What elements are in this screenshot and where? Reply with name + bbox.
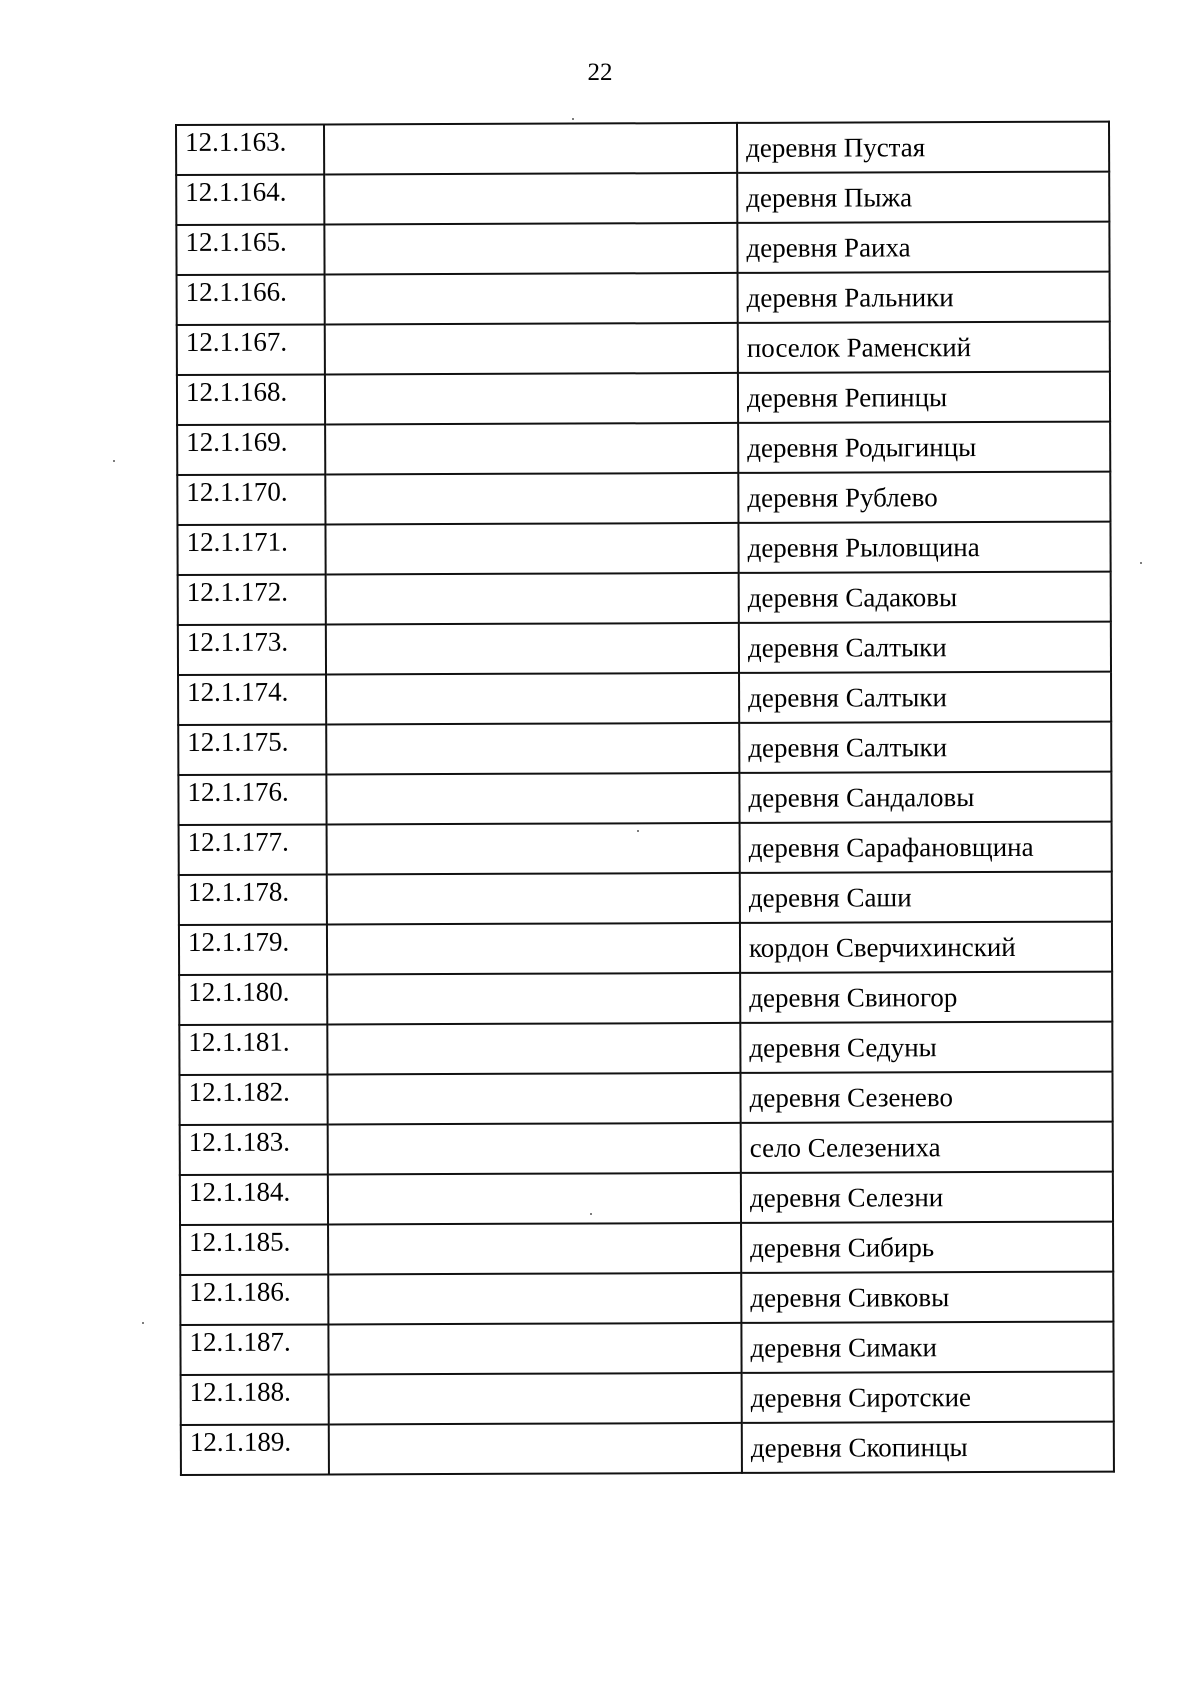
table-row — [176, 122, 1109, 175]
settlement-name-cell: деревня Сиротские — [742, 1372, 1114, 1423]
empty-cell — [325, 273, 738, 325]
settlement-name-cell: деревня Пустая — [737, 122, 1109, 173]
row-number-cell: 12.1.165. — [176, 224, 324, 275]
row-number-cell: 12.1.181. — [179, 1024, 327, 1075]
table-row — [181, 1372, 1114, 1425]
row-number-cell: 12.1.187. — [180, 1324, 328, 1375]
scan-speck — [572, 118, 574, 120]
settlement-name-cell: деревня Рублево — [738, 472, 1110, 523]
settlement-name-cell: деревня Скопинцы — [742, 1422, 1114, 1473]
table-row — [179, 822, 1112, 875]
settlement-name-cell: деревня Селезни — [741, 1172, 1113, 1223]
table-row — [177, 422, 1110, 475]
empty-cell — [325, 523, 738, 575]
empty-cell — [326, 773, 739, 825]
empty-cell — [328, 1173, 741, 1225]
table-row — [180, 1122, 1113, 1175]
row-number-cell: 12.1.185. — [180, 1224, 328, 1275]
empty-cell — [328, 1323, 741, 1375]
empty-cell — [326, 623, 739, 675]
table-row — [177, 372, 1110, 425]
empty-cell — [329, 1373, 742, 1425]
row-number-cell: 12.1.164. — [176, 174, 324, 225]
empty-cell — [324, 123, 737, 175]
settlement-name-cell: деревня Симаки — [741, 1322, 1113, 1373]
empty-cell — [325, 373, 738, 425]
table-row — [179, 1072, 1112, 1125]
settlement-name-cell: деревня Салтыки — [739, 622, 1111, 673]
empty-cell — [329, 1423, 742, 1475]
row-number-cell: 12.1.179. — [179, 924, 327, 975]
table-row — [176, 172, 1109, 225]
scan-speck — [142, 1322, 144, 1324]
settlement-name-cell: деревня Садаковы — [739, 572, 1111, 623]
row-number-cell: 12.1.174. — [178, 674, 326, 725]
empty-cell — [325, 423, 738, 475]
table-row — [177, 322, 1110, 375]
row-number-cell: 12.1.178. — [179, 874, 327, 925]
row-number-cell: 12.1.186. — [180, 1274, 328, 1325]
table-row — [179, 1022, 1112, 1075]
table-row — [179, 922, 1112, 975]
empty-cell — [326, 723, 739, 775]
row-number-cell: 12.1.166. — [177, 274, 325, 325]
settlement-name-cell: деревня Рыловщина — [738, 522, 1110, 573]
settlement-name-cell: поселок Раменский — [738, 322, 1110, 373]
table-row — [178, 572, 1111, 625]
settlement-name-cell: деревня Сарафановщина — [740, 822, 1112, 873]
settlement-name-cell: деревня Родыгинцы — [738, 422, 1110, 473]
empty-cell — [327, 973, 740, 1025]
scan-speck — [590, 1213, 592, 1215]
scan-speck — [113, 460, 115, 462]
settlements-table-body — [176, 122, 1114, 1475]
empty-cell — [326, 673, 739, 725]
table-row — [177, 472, 1110, 525]
empty-cell — [327, 1023, 740, 1075]
table-row — [178, 722, 1111, 775]
row-number-cell: 12.1.173. — [178, 624, 326, 675]
empty-cell — [325, 323, 738, 375]
settlement-name-cell: деревня Сезенево — [740, 1072, 1112, 1123]
row-number-cell: 12.1.189. — [181, 1424, 329, 1475]
row-number-cell: 12.1.168. — [177, 374, 325, 425]
settlement-name-cell: деревня Репинцы — [738, 372, 1110, 423]
table-row — [177, 522, 1110, 575]
table-row — [176, 222, 1109, 275]
row-number-cell: 12.1.171. — [177, 524, 325, 575]
page-number: 22 — [587, 59, 613, 86]
empty-cell — [326, 573, 739, 625]
settlement-name-cell: деревня Пыжа — [737, 172, 1109, 223]
row-number-cell: 12.1.172. — [178, 574, 326, 625]
row-number-cell: 12.1.182. — [179, 1074, 327, 1125]
table-row — [179, 872, 1112, 925]
empty-cell — [327, 823, 740, 875]
table-row — [177, 272, 1110, 325]
settlement-name-cell: деревня Саши — [740, 872, 1112, 923]
row-number-cell: 12.1.169. — [177, 424, 325, 475]
row-number-cell: 12.1.183. — [180, 1124, 328, 1175]
settlement-name-cell: село Селезениха — [741, 1122, 1113, 1173]
settlement-name-cell: деревня Седуны — [740, 1022, 1112, 1073]
row-number-cell: 12.1.167. — [177, 324, 325, 375]
row-number-cell: 12.1.184. — [180, 1174, 328, 1225]
empty-cell — [328, 1273, 741, 1325]
empty-cell — [324, 223, 737, 275]
table-row — [179, 972, 1112, 1025]
table-row — [178, 672, 1111, 725]
settlement-name-cell: деревня Свиногор — [740, 972, 1112, 1023]
row-number-cell: 12.1.170. — [177, 474, 325, 525]
scan-speck — [1140, 562, 1142, 564]
empty-cell — [327, 1073, 740, 1125]
table-row — [180, 1272, 1113, 1325]
empty-cell — [327, 923, 740, 975]
empty-cell — [325, 473, 738, 525]
settlements-table — [175, 121, 1115, 1476]
settlement-name-cell: деревня Салтыки — [739, 672, 1111, 723]
table-row — [181, 1422, 1114, 1475]
table-row — [178, 622, 1111, 675]
empty-cell — [324, 173, 737, 225]
table-row — [180, 1322, 1113, 1375]
empty-cell — [328, 1223, 741, 1275]
table-row — [180, 1222, 1113, 1275]
empty-cell — [327, 873, 740, 925]
table-row — [178, 772, 1111, 825]
settlement-name-cell: кордон Сверчихинский — [740, 922, 1112, 973]
scan-speck — [637, 830, 639, 832]
row-number-cell: 12.1.188. — [181, 1374, 329, 1425]
row-number-cell: 12.1.175. — [178, 724, 326, 775]
row-number-cell: 12.1.177. — [179, 824, 327, 875]
settlement-name-cell: деревня Сандаловы — [739, 772, 1111, 823]
settlement-name-cell: деревня Сибирь — [741, 1222, 1113, 1273]
row-number-cell: 12.1.163. — [176, 124, 324, 175]
settlement-name-cell: деревня Ральники — [738, 272, 1110, 323]
table-row — [180, 1172, 1113, 1225]
row-number-cell: 12.1.176. — [178, 774, 326, 825]
settlement-name-cell: деревня Раиха — [737, 222, 1109, 273]
row-number-cell: 12.1.180. — [179, 974, 327, 1025]
settlement-name-cell: деревня Салтыки — [739, 722, 1111, 773]
settlement-name-cell: деревня Сивковы — [741, 1272, 1113, 1323]
empty-cell — [328, 1123, 741, 1175]
